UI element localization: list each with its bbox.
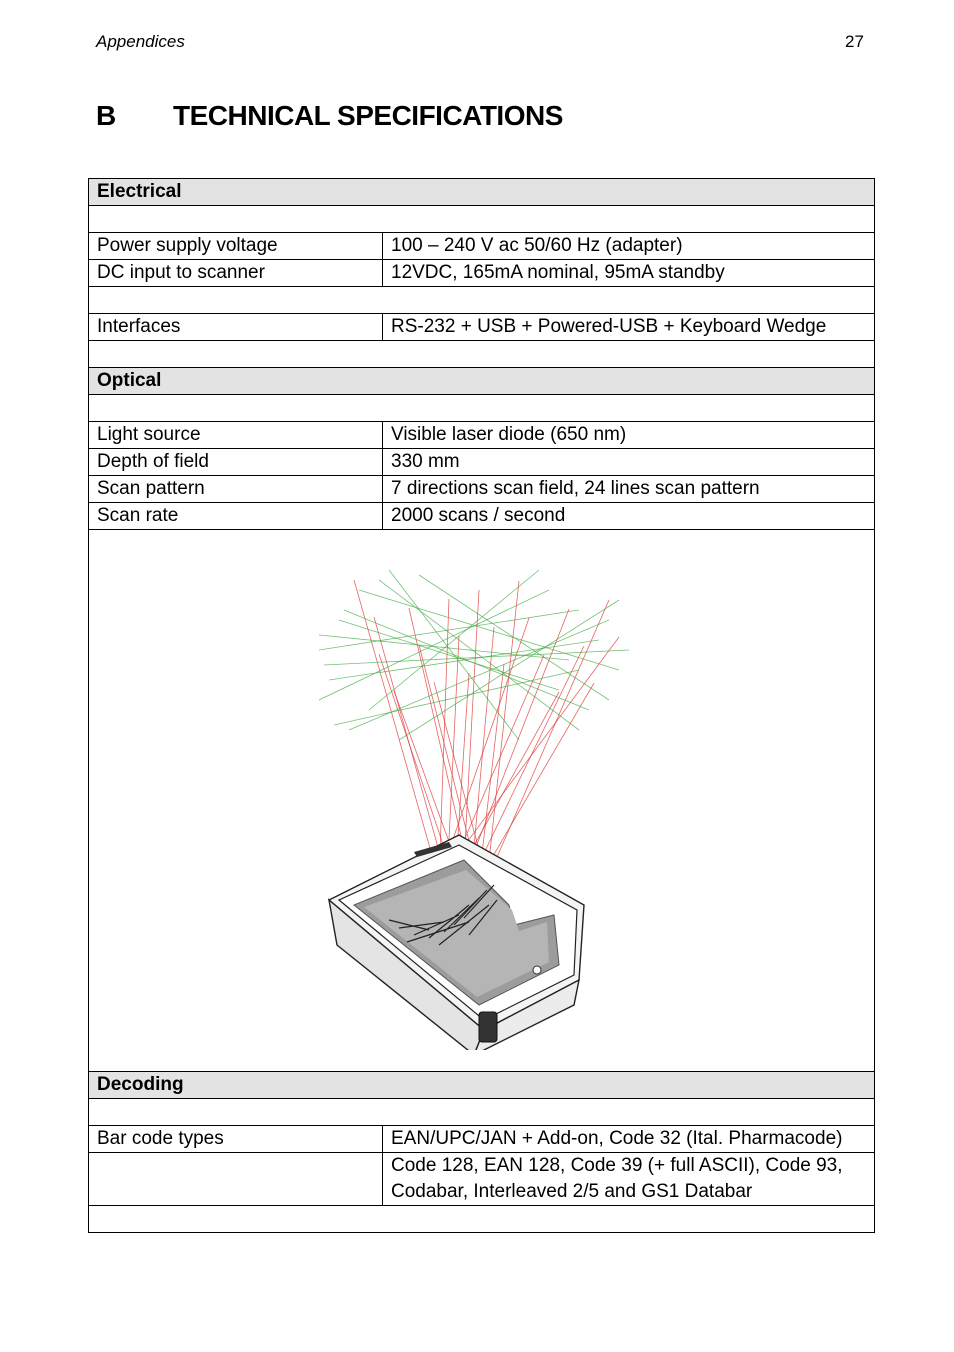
spec-label: Light source: [89, 422, 383, 449]
table-row: [89, 476, 875, 503]
spacer-row: [89, 395, 875, 422]
green-scan-line: [379, 580, 579, 730]
spec-value: Visible laser diode (650 nm): [383, 422, 875, 449]
section-decoding: [89, 1072, 875, 1099]
red-scan-beam: [354, 580, 439, 880]
green-scan-line: [319, 635, 569, 660]
spacer-row: [89, 1206, 875, 1233]
green-scan-line: [369, 570, 539, 710]
spec-label: Scan rate: [89, 503, 383, 530]
spec-value: 12VDC, 165mA nominal, 95mA standby: [383, 260, 875, 287]
spec-label: [89, 1153, 383, 1206]
spacer-row: [89, 341, 875, 368]
appendix-title: TECHNICAL SPECIFICATIONS: [173, 100, 563, 131]
table-row: [89, 449, 875, 476]
table-row: [89, 1153, 875, 1206]
spec-label: Depth of field: [89, 449, 383, 476]
spec-value: Code 128, EAN 128, Code 39 (+ full ASCII), Code 93, Codabar, Interleaved 2/5 and GS1 Databar: [383, 1153, 875, 1206]
spacer-row: [89, 287, 875, 314]
running-head: Appendices: [96, 32, 185, 51]
spec-value: EAN/UPC/JAN + Add-on, Code 32 (Ital. Pharmacode): [383, 1126, 875, 1153]
table-row: [89, 260, 875, 287]
page-number: 27: [845, 32, 864, 51]
figure-row: [89, 530, 875, 1072]
red-scan-beam: [471, 646, 584, 880]
page-title: [96, 100, 563, 132]
table-row: [89, 422, 875, 449]
section-title: Electrical: [89, 179, 875, 206]
green-scan-line: [359, 590, 619, 670]
spec-label: Interfaces: [89, 314, 383, 341]
table-row: [89, 1126, 875, 1153]
spec-label: Scan pattern: [89, 476, 383, 503]
spec-value: 2000 scans / second: [383, 503, 875, 530]
spec-label: Bar code types: [89, 1126, 383, 1153]
section-electrical: [89, 179, 875, 206]
section-title: Decoding: [89, 1072, 875, 1099]
laser-scanner-illustration: [319, 550, 639, 1050]
spacer-row: [89, 1099, 875, 1126]
table-row: [89, 314, 875, 341]
table-row: [89, 233, 875, 260]
section-optical: [89, 368, 875, 395]
red-scan-beam: [487, 581, 519, 880]
green-scan-line: [324, 650, 629, 665]
scanner-body-icon: [329, 835, 584, 1050]
figure-cell: [89, 530, 875, 1072]
spacer-row: [89, 206, 875, 233]
spec-value: RS-232 + USB + Powered-USB + Keyboard Wedge: [383, 314, 875, 341]
scan-beams-group: [319, 570, 629, 880]
table-row: [89, 503, 875, 530]
spec-table: [88, 178, 875, 1233]
spec-value: 330 mm: [383, 449, 875, 476]
spec-label: Power supply voltage: [89, 233, 383, 260]
spec-value: 7 directions scan field, 24 lines scan pattern: [383, 476, 875, 503]
spec-value: 100 – 240 V ac 50/60 Hz (adapter): [383, 233, 875, 260]
appendix-letter: B: [96, 100, 116, 131]
spec-label: DC input to scanner: [89, 260, 383, 287]
green-scan-line: [334, 670, 579, 725]
section-title: Optical: [89, 368, 875, 395]
red-scan-beam: [487, 600, 609, 880]
